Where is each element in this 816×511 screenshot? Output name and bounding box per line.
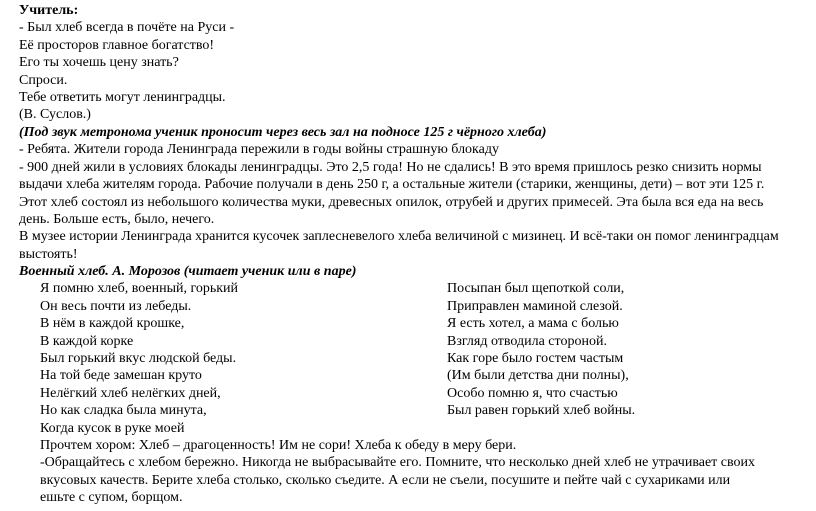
poem1-line: Спроси. xyxy=(19,73,68,88)
poem1-line: Его ты хочешь цену знать? xyxy=(19,55,179,70)
poem2-right-line: Приправлен маминой слезой. xyxy=(447,299,623,314)
poem2-right-line: Посыпан был щепоткой соли, xyxy=(447,281,625,296)
poem2-right-line: (Им были детства дни полны), xyxy=(447,368,629,383)
poem2-left-line: Был горький вкус людской беды. xyxy=(40,351,237,366)
paragraph-line: - Ребята. Жители города Ленинграда пережили в годы войны страшную блокаду xyxy=(19,142,499,157)
stage-direction: (Под звук метронома ученик проносит через весь зал на подносе 125 г чёрного хлеба) xyxy=(19,125,547,140)
poem2-right-line: Как горе было гостем частым xyxy=(447,351,624,366)
poem2-left-line: На той беде замешан круто xyxy=(40,368,202,383)
closing-line: вкусовых качеств. Берите хлеба столько, сколько съедите. А если не съели, посушите и пейте чай с сухариками или xyxy=(40,473,731,488)
teacher-label: Учитель: xyxy=(19,3,79,18)
poem2-left-line: Я помню хлеб, военный, горький xyxy=(40,281,239,296)
poem2-left-line: В каждой корке xyxy=(40,334,134,349)
paragraph-line: В музее истории Ленинграда хранится кусочек заплесневелого хлеба величиной с мизинец. И всё-таки он помог ленинградцам xyxy=(19,229,779,244)
closing-line: ешьте с супом, борщом. xyxy=(40,490,183,505)
poem2-title: Военный хлеб. А. Морозов (читает ученик или в паре) xyxy=(19,264,357,279)
poem2-left-line: В нём в каждой крошке, xyxy=(40,316,185,331)
paragraph-line: Этот хлеб состоял из небольшого количества муки, древесных опилок, отрубей и других примесей. Эта была вся еда на весь xyxy=(19,195,764,210)
poem2-right-line: Я есть хотел, а мама с болью xyxy=(447,316,619,331)
poem2-left-line: Он весь почти из лебеды. xyxy=(40,299,192,314)
closing-line: -Обращайтесь с хлебом бережно. Никогда не выбрасывайте его. Помните, что несколько дней хлеб не утрачивает своих xyxy=(40,455,756,470)
poem2-right-line: Взгляд отводила стороной. xyxy=(447,334,607,349)
paragraph-line: - 900 дней жили в условиях блокады ленинградцы. Это 2,5 года! Но не сдались! В это время пришлось резко снизить нормы xyxy=(19,160,762,175)
poem2-left-line: Когда кусок в руке моей xyxy=(40,421,185,436)
paragraph-line: выдачи хлеба жителям города. Рабочие получали в день 250 г, а остальные жители (старики, женщины, дети) – вот эти 125 г. xyxy=(19,177,765,192)
poem2-left-line: Но как сладка была минута, xyxy=(40,403,207,418)
poem1-line: - Был хлеб всегда в почёте на Руси - xyxy=(19,20,235,35)
paragraph-line: выстоять! xyxy=(19,247,78,262)
poem2-left-line: Нелёгкий хлеб нелёгких дней, xyxy=(40,386,221,401)
poem2-right-line: Особо помню я, что счастью xyxy=(447,386,618,401)
poem1-line: Тебе ответить могут ленинградцы. xyxy=(19,90,226,105)
poem1-author: (В. Суслов.) xyxy=(19,107,91,122)
poem2-right-line: Был равен горький хлеб войны. xyxy=(447,403,636,418)
chorus-line: Прочтем хором: Хлеб – драгоценность! Им не сори! Хлеба к обеду в меру бери. xyxy=(40,438,517,453)
paragraph-line: день. Больше есть, было, нечего. xyxy=(19,212,215,227)
poem1-line: Её просторов главное богатство! xyxy=(19,38,215,53)
